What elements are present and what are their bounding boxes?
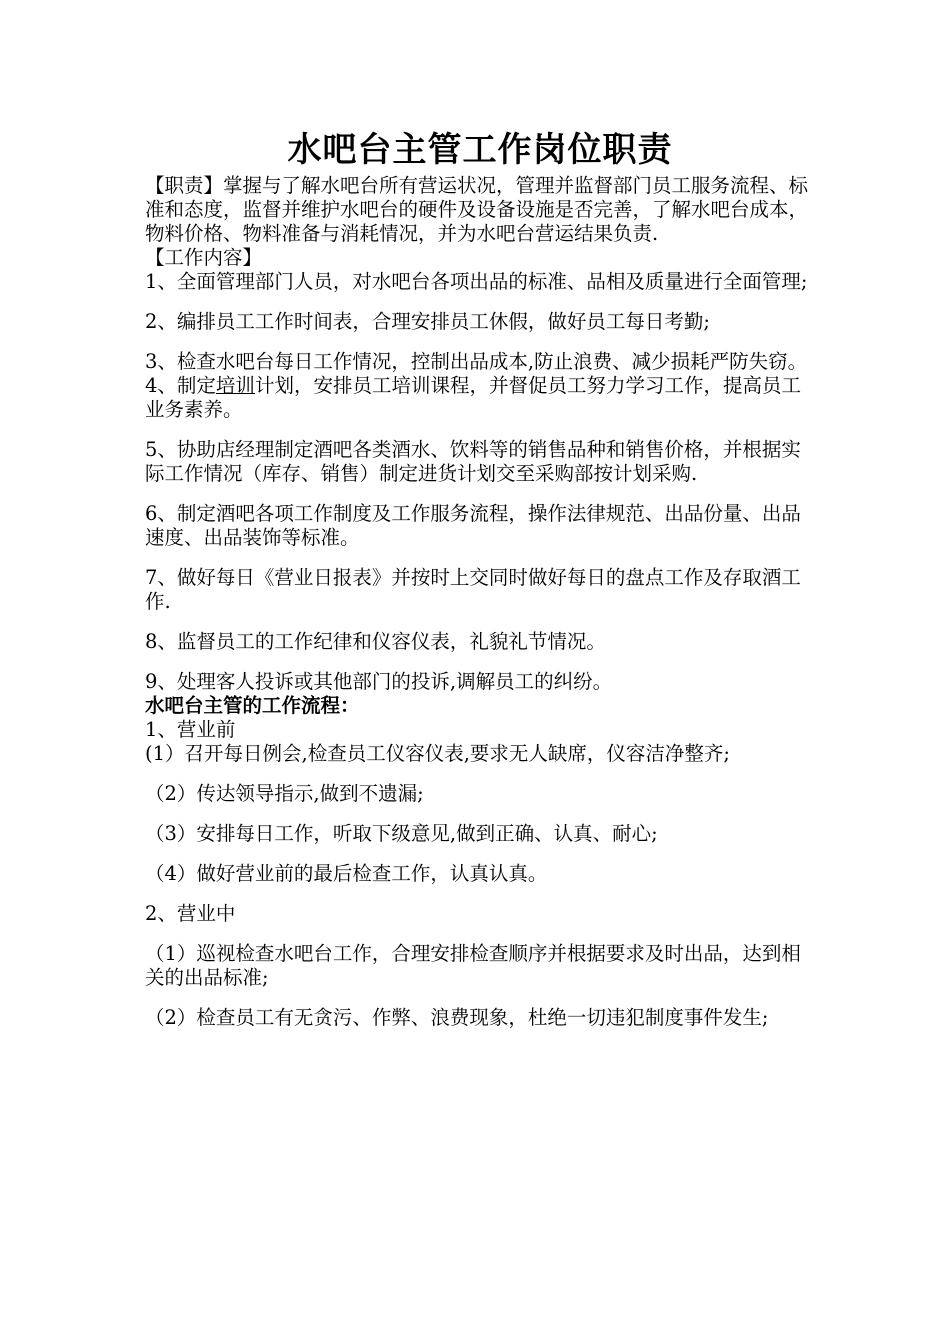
workflow-heading: 水吧台主管的工作流程： <box>145 694 360 717</box>
in-business-item-2: （2）检查员工有无贪污、作弊、浪费现象，杜绝一切违犯制度事件发生; <box>145 1006 769 1029</box>
pre-business-item-2: （2）传达领导指示,做到不遗漏; <box>145 782 424 805</box>
duty-intro: 【职责】掌握与了解水吧台所有营运状况，管理并监督部门员工服务流程、标准和态度，监督并维护水吧台的硬件及设备设施是否完善，了解水吧台成本，物料价格、物料准备与消耗情况，并为水吧台营运结果负责. <box>145 174 809 245</box>
pre-business-item-3: （3）安排每日工作，听取下级意见,做到正确、认真、耐心; <box>145 822 658 845</box>
work-item-3: 3、检查水吧台每日工作情况，控制出品成本,防止浪费、减少损耗严防失窃。 <box>145 350 808 373</box>
work-item-7: 7、做好每日《营业日报表》并按时上交同时做好每日的盘点工作及存取酒工作. <box>145 566 801 613</box>
work-item-4 <box>145 374 815 422</box>
work-item-4-prefix: 4、制定 <box>145 374 216 397</box>
work-item-2: 2、编排员工工作时间表，合理安排员工休假，做好员工每日考勤; <box>145 310 710 333</box>
pre-business-item-4: （4）做好营业前的最后检查工作，认真认真。 <box>145 862 548 885</box>
training-link[interactable]: 培训 <box>215 374 255 397</box>
document-page <box>145 128 815 1030</box>
work-item-6: 6、制定酒吧各项工作制度及工作服务流程，操作法律规范、出品份量、出品速度、出品装饰等标准。 <box>145 502 801 549</box>
work-item-4-suffix: 计划，安排员工培训课程，并督促员工努力学习工作，提高员工业务素养。 <box>145 374 801 421</box>
work-item-9: 9、处理客人投诉或其他部门的投诉,调解员工的纠纷。 <box>145 670 613 693</box>
work-item-1: 1、全面管理部门人员，对水吧台各项出品的标准、品相及质量进行全面管理; <box>145 270 808 293</box>
in-business-item-1: （1）巡视检查水吧台工作，合理安排检查顺序并根据要求及时出品，达到相关的出品标准; <box>145 942 801 989</box>
work-content-heading: 【工作内容】 <box>145 246 263 269</box>
work-item-8: 8、监督员工的工作纪律和仪容仪表，礼貌礼节情况。 <box>145 630 606 653</box>
document-title: 水吧台主管工作岗位职责 <box>287 130 673 170</box>
pre-business-item-1: (1）召开每日例会,检查员工仪容仪表,要求无人缺席，仪容洁净整齐; <box>145 742 730 765</box>
work-item-5: 5、协助店经理制定酒吧各类酒水、饮料等的销售品种和销售价格，并根据实际工作情况（库存、销售）制定进货计划交至采购部按计划采购. <box>145 438 801 485</box>
in-business-heading: 2、营业中 <box>145 902 236 925</box>
pre-business-heading: 1、营业前 <box>145 718 236 741</box>
